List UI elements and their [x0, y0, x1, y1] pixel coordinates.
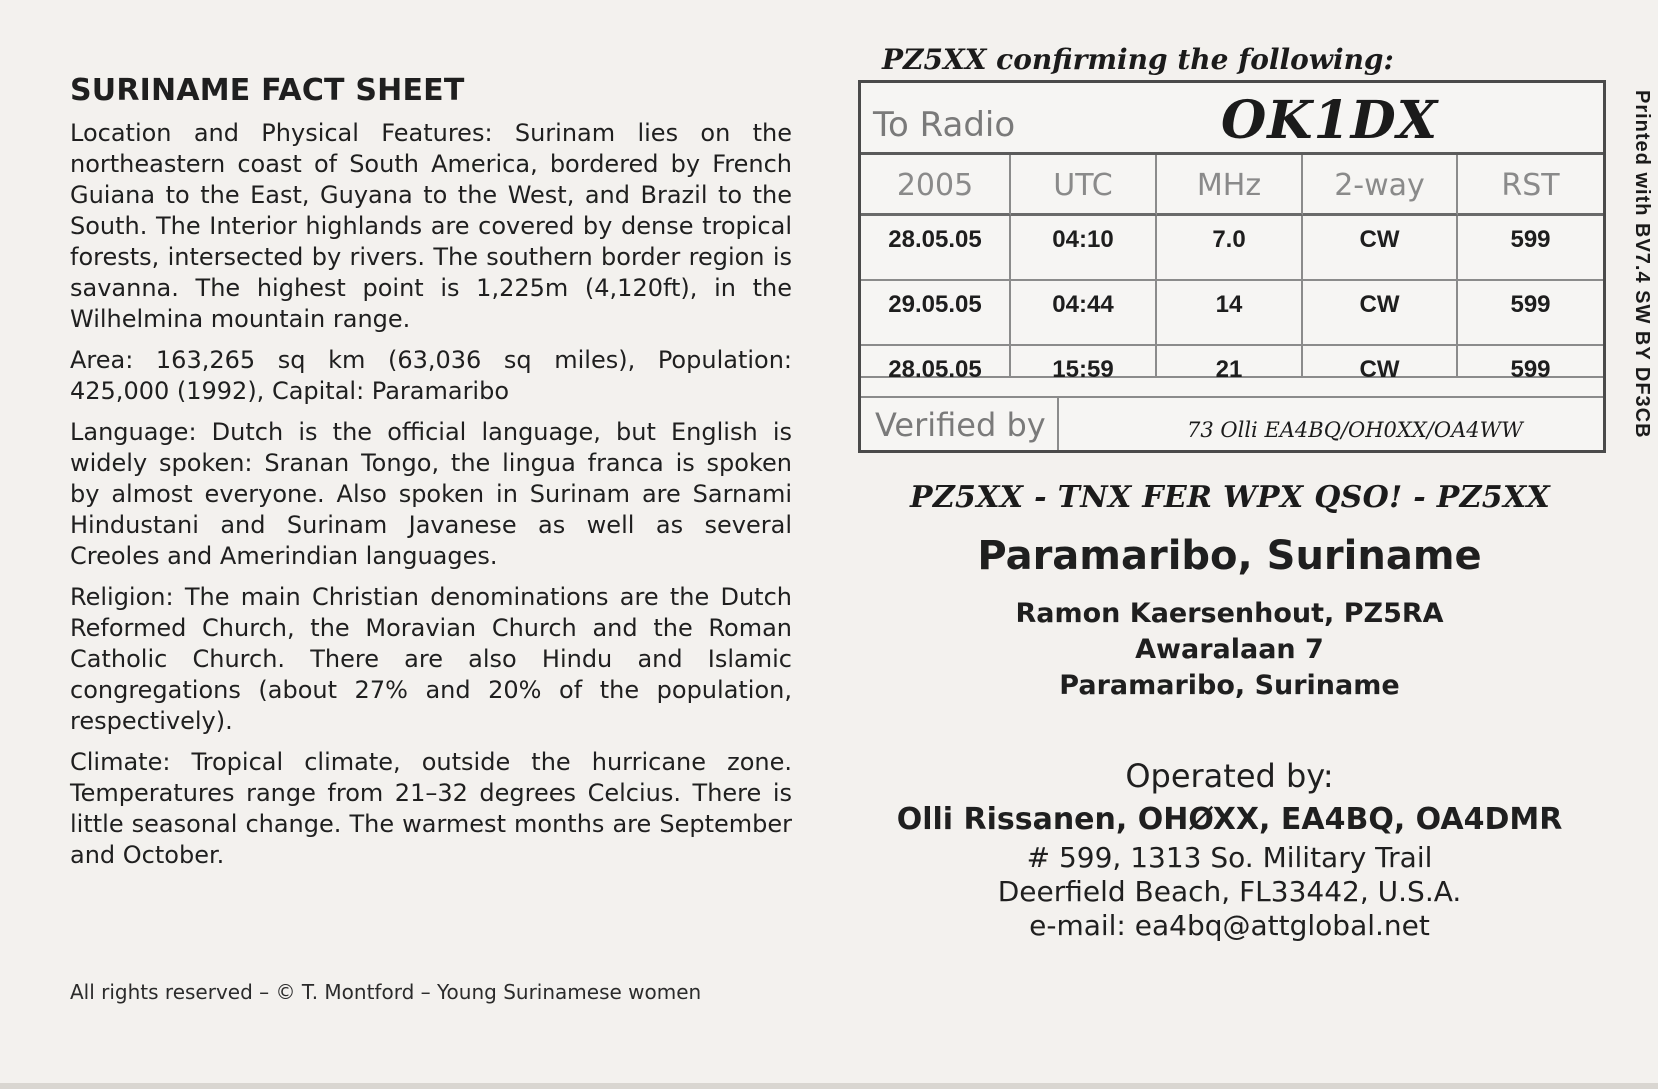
qso-mode: CW — [1303, 346, 1458, 378]
confirming-heading: PZ5XX confirming the following: — [882, 43, 1394, 76]
qso-frequency: 14 — [1157, 281, 1303, 346]
header-rst: RST — [1458, 155, 1603, 216]
operator-name: Olli Rissanen, OHØXX, EA4BQ, OA4DMR — [896, 802, 1563, 837]
photo-copyright: All rights reserved – © T. Montford – Young Surinamese women — [70, 980, 702, 1004]
qso-rst: 599 — [1458, 281, 1603, 346]
printer-imprint — [1626, 90, 1658, 510]
qso-rst: 599 — [1458, 346, 1603, 378]
verified-signature: 73 Olli EA4BQ/OH0XX/OA4WW — [1187, 418, 1523, 442]
header-utc: UTC — [1011, 155, 1157, 216]
operator-address-line: Deerfield Beach, FL33442, U.S.A. — [997, 875, 1462, 908]
qso-time: 15:59 — [1011, 346, 1157, 378]
fact-paragraph-climate: Climate: Tropical climate, outside the hurricane zone. Temperatures range from 21–32 degrees Celcius. There is little seasonal change. The warmest months are September and October. — [70, 748, 792, 869]
qso-date: 28.05.05 — [861, 216, 1011, 281]
station-line: Ramon Kaersenhout, PZ5RA — [1015, 598, 1444, 629]
header-year: 2005 — [861, 155, 1011, 216]
verified-row — [861, 396, 1603, 450]
qso-date: 29.05.05 — [861, 281, 1011, 346]
qso-frequency: 7.0 — [1157, 216, 1303, 281]
fact-sheet — [70, 74, 792, 881]
fact-paragraph-language: Language: Dutch is the official language, but English is widely spoken: Sranan Tongo, the lingua franca is spoken by almost everyone. Also spoken in Surinam are Sarnami Hindustani and Surinam Javanese as well as several Creoles and Amerindian languages. — [70, 418, 792, 570]
qso-frequency: 21 — [1157, 346, 1303, 378]
fact-sheet-title: SURINAME FACT SHEET — [70, 73, 465, 108]
card-bottom-edge — [0, 1083, 1658, 1089]
operator-address-line: # 599, 1313 So. Military Trail — [1026, 841, 1433, 874]
qso-mode: CW — [1303, 281, 1458, 346]
station-line: Paramaribo, Suriname — [1059, 670, 1400, 701]
qso-grid — [861, 155, 1603, 383]
qso-time: 04:10 — [1011, 216, 1157, 281]
header-mode: 2-way — [1303, 155, 1458, 216]
operator-block — [872, 755, 1587, 943]
header-mhz: MHz — [1157, 155, 1303, 216]
station-block — [872, 528, 1587, 704]
verified-divider — [1057, 398, 1059, 450]
recipient-callsign: OK1DX — [1221, 90, 1439, 151]
station-line: Awaralaan 7 — [1135, 634, 1324, 665]
fact-paragraph-location: Location and Physical Features: Surinam lies on the northeastern coast of South America, bordered by French Guiana to the East, Guyana to the West, and Brazil to the South. The Interior highlands are covered by dense tropical forests, intersected by rivers. The southern border region is savanna. The highest point is 1,225m (4,120ft), in the Wilhelmina mountain range. — [70, 119, 792, 333]
printer-imprint-text: Printed with BV7.4 SW BY DF3CB — [1631, 90, 1653, 439]
to-radio-row — [861, 83, 1603, 155]
qso-table — [858, 80, 1606, 453]
qso-date: 28.05.05 — [861, 346, 1011, 378]
qso-time: 04:44 — [1011, 281, 1157, 346]
verified-label: Verified by — [875, 406, 1046, 444]
qso-mode: CW — [1303, 216, 1458, 281]
station-title: Paramaribo, Suriname — [977, 533, 1482, 579]
to-radio-label: To Radio — [873, 105, 1016, 145]
operated-title: Operated by: — [1125, 757, 1334, 795]
fact-paragraph-area: Area: 163,265 sq km (63,036 sq miles), Population: 425,000 (1992), Capital: Paramaribo — [70, 346, 792, 405]
fact-paragraph-religion: Religion: The main Christian denominations are the Dutch Reformed Church, the Moravian Church and the Roman Catholic Church. There are also Hindu and Islamic congregations (about 27% and 20% of the population, respectively). — [70, 583, 792, 735]
tnx-line: PZ5XX - TNX FER WPX QSO! - PZ5XX — [910, 480, 1551, 515]
operator-email: e-mail: ea4bq@attglobal.net — [1029, 909, 1430, 942]
qso-rst: 599 — [1458, 216, 1603, 281]
